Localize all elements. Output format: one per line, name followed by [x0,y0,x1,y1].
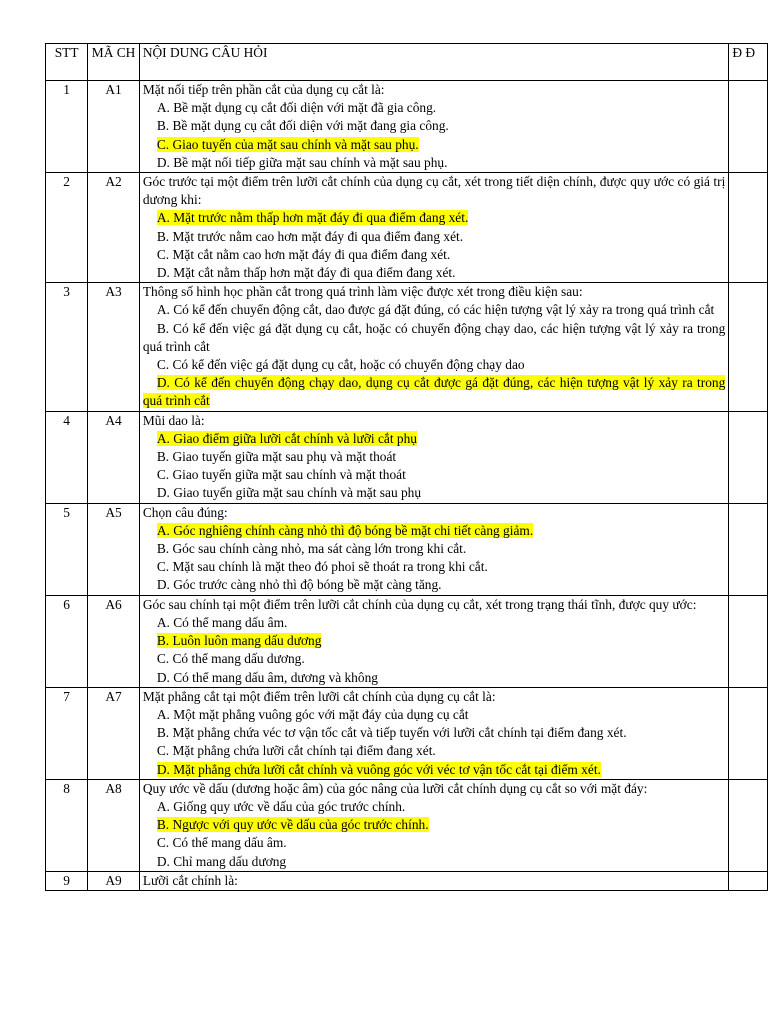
answer-option [143,834,725,852]
answer-option [143,853,725,871]
header-stt: STT [46,44,88,81]
question-content [139,503,728,595]
extra-cell [729,687,768,779]
question-code: A2 [88,173,140,283]
question-number: 2 [46,173,88,283]
answer-option [143,706,725,724]
answer-text: D. Giao tuyến giữa mặt sau chính và mặt sau phụ [156,485,422,501]
answer-text: D. Mặt cắt nằm thấp hơn mặt đáy đi qua điểm đang xét. [156,265,456,281]
question-number: 3 [46,283,88,411]
answer-option [143,816,725,834]
answer-option [143,430,725,448]
question-number: 7 [46,687,88,779]
answer-option [143,522,725,540]
answer-text: C. Mặt sau chính là mặt theo đó phoi sẽ thoát ra trong khi cắt. [156,559,488,575]
extra-cell [729,283,768,411]
answer-option [143,117,725,135]
answer-text: C. Có thể mang dấu dương. [156,651,305,667]
answer-text: C. Có kể đến việc gá đặt dụng cụ cắt, hoặc có chuyển động chạy dao [156,357,525,373]
correct-answer-highlight: A. Góc nghiêng chính càng nhỏ thì độ bóng bề mặt chi tiết càng giảm. [156,522,534,538]
answer-text: D. Có thể mang dấu âm, dương và không [156,669,378,685]
answer-text: C. Giao tuyến giữa mặt sau chính và mặt thoát [156,467,406,483]
header-extra: Đ Đ [729,44,768,81]
answer-option [143,448,725,466]
answer-option [143,650,725,668]
answer-text: C. Có thể mang dấu âm. [156,835,287,851]
answer-option [143,614,725,632]
question-number: 6 [46,595,88,687]
extra-cell [729,595,768,687]
answer-option [143,154,725,172]
answer-text: C. Mặt phẳng chứa lưỡi cắt chính tại điểm đang xét. [156,743,436,759]
correct-answer-highlight: B. Luôn luôn mang dấu dương [156,633,322,649]
extra-cell [729,779,768,871]
question-code: A7 [88,687,140,779]
answer-option [143,99,725,117]
question-code: A3 [88,283,140,411]
question-content [139,173,728,283]
table-row [46,871,768,890]
question-content [139,595,728,687]
question-code: A9 [88,871,140,890]
answer-option [143,632,725,650]
answer-option [143,356,725,374]
answer-option [143,228,725,246]
answer-option [143,540,725,558]
answer-option [143,484,725,502]
correct-answer-highlight: C. Giao tuyến của mặt sau chính và mặt sau phụ. [156,136,419,152]
extra-cell [729,411,768,503]
question-text: Góc trước tại một điểm trên lưỡi cắt chính của dụng cụ cắt, xét trong tiết diện chính, được quy ước có giá trị dương khi: [142,174,726,208]
table-row [46,595,768,687]
answer-option [143,558,725,576]
table-row [46,173,768,283]
table-header-row [46,44,768,81]
question-number: 4 [46,411,88,503]
extra-cell [729,871,768,890]
question-text: Lưỡi cắt chính là: [142,872,238,888]
answer-text: B. Có kể đến việc gá đặt dụng cụ cắt, hoặc có chuyển động chạy dao, các hiện tượng vật lý xảy ra trong quá trình cắt [142,320,726,354]
question-text: Chọn câu đúng: [142,504,228,520]
answer-text: A. Giống quy ước về dấu của góc trước chính. [156,798,406,814]
question-content [139,283,728,411]
answer-text: B. Mặt phẳng chứa véc tơ vận tốc cắt và tiếp tuyến với lưỡi cắt chính tại điểm đang xét. [156,725,627,741]
question-content [139,871,728,890]
header-ma-ch: MÃ CH [88,44,140,81]
answer-text: D. Chỉ mang dấu dương [156,853,287,869]
answer-text: C. Mặt cắt nằm cao hơn mặt đáy đi qua điểm đang xét. [156,246,451,262]
answer-option [143,209,725,227]
answer-text: A. Bề mặt dụng cụ cắt đối diện với mặt đã gia công. [156,100,437,116]
extra-cell [729,503,768,595]
answer-text: D. Góc trước càng nhỏ thì độ bóng bề mặt càng tăng. [156,577,442,593]
question-text: Thông số hình học phần cắt trong quá trình làm việc được xét trong điều kiện sau: [142,284,583,300]
correct-answer-highlight: D. Mặt phẳng chứa lưỡi cắt chính và vuông góc với véc tơ vận tốc cắt tại điểm xét. [156,761,601,777]
question-number: 5 [46,503,88,595]
question-text: Mặt nối tiếp trên phần cắt của dụng cụ cắt là: [142,82,385,97]
question-number: 1 [46,81,88,173]
answer-option [143,576,725,594]
question-content [139,81,728,173]
answer-text: B. Góc sau chính càng nhỏ, ma sát càng lớn trong khi cắt. [156,541,467,557]
answer-text: A. Có kể đến chuyển động cắt, dao được gá đặt đúng, có các hiện tượng vật lý xảy ra trong quá trình cắt [156,302,715,318]
table-row [46,283,768,411]
answer-option [143,466,725,484]
answer-option [143,669,725,687]
question-code: A6 [88,595,140,687]
question-number: 8 [46,779,88,871]
table-row [46,81,768,173]
answer-option [143,742,725,760]
question-code: A5 [88,503,140,595]
question-text: Mũi dao là: [142,412,205,428]
question-content [139,779,728,871]
answer-option [143,301,725,319]
question-text: Mặt phẳng cắt tại một điểm trên lưỡi cắt chính của dụng cụ cắt là: [142,688,496,704]
correct-answer-highlight: B. Ngược với quy ước về dấu của góc trước chính. [156,817,429,833]
correct-answer-highlight: D. Có kể đến chuyển động chạy dao, dụng cụ cắt được gá đặt đúng, các hiện tượng vật lý xảy ra trong quá trình cắt [142,375,726,409]
answer-option [143,761,725,779]
answer-option [143,246,725,264]
correct-answer-highlight: A. Giao điểm giữa lưỡi cắt chính và lưỡi cắt phụ [156,430,418,446]
answer-text: B. Mặt trước nằm cao hơn mặt đáy đi qua điểm đang xét. [156,228,464,244]
table-row [46,411,768,503]
question-number: 9 [46,871,88,890]
question-code: A1 [88,81,140,173]
answer-option [143,136,725,154]
answer-text: A. Một mặt phẳng vuông góc với mặt đáy của dụng cụ cắt [156,706,469,722]
table-row [46,503,768,595]
answer-text: B. Giao tuyến giữa mặt sau phụ và mặt thoát [156,449,397,465]
answer-option [143,320,725,356]
header-noi-dung: NỘI DUNG CÂU HỎI [139,44,728,81]
question-code: A8 [88,779,140,871]
question-table [45,43,768,891]
extra-cell [729,173,768,283]
answer-option [143,798,725,816]
table-row [46,687,768,779]
answer-text: B. Bề mặt dụng cụ cắt đối diện với mặt đang gia công. [156,118,449,134]
answer-option [143,724,725,742]
answer-option [143,264,725,282]
answer-text: A. Có thể mang dấu âm. [156,614,288,630]
question-text: Góc sau chính tại một điểm trên lưỡi cắt chính của dụng cụ cắt, xét trong trạng thái tĩnh, được quy ước: [142,596,697,612]
question-content [139,687,728,779]
table-row [46,779,768,871]
question-code: A4 [88,411,140,503]
extra-cell [729,81,768,173]
answer-text: D. Bề mặt nối tiếp giữa mặt sau chính và mặt sau phụ. [156,154,448,170]
question-text: Quy ước về dấu (dương hoặc âm) của góc nâng của lưỡi cắt chính dụng cụ cắt so với mặt đáy: [142,780,648,796]
answer-option [143,374,725,410]
correct-answer-highlight: A. Mặt trước nằm thấp hơn mặt đáy đi qua điểm đang xét. [156,210,469,226]
question-content [139,411,728,503]
